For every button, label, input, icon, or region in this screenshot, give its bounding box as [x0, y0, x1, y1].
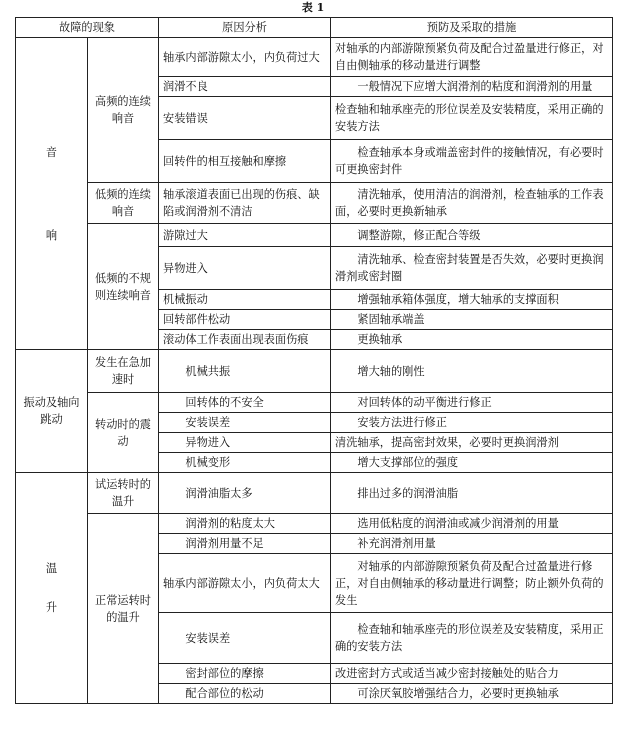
cause-cell: 安装误差 — [159, 413, 331, 433]
measure-cell: 可涂厌氧胶增强结合力，必要时更换轴承 — [331, 684, 613, 704]
measure-cell: 补充润滑剂用量 — [331, 534, 613, 554]
cause-cell: 游隙过大 — [159, 224, 331, 247]
group-noise-bottom: 响 — [45, 228, 58, 242]
cause-cell: 机械振动 — [159, 290, 331, 310]
measure-cell: 检查轴和轴承座壳的形位误差及安装精度，采用正确的安装方法 — [331, 613, 613, 664]
measure-cell: 对轴承的内部游隙预紧负荷及配合过盈量进行修正，对自由侧轴承的移动量进行调整 — [331, 38, 613, 77]
cause-cell: 润滑油脂太多 — [159, 473, 331, 514]
sub-trial-run: 试运转时的温升 — [88, 473, 159, 514]
group-temp — [16, 473, 88, 704]
measure-cell: 检查轴和轴承座壳的形位误差及安装精度，采用正确的安装方法 — [331, 97, 613, 140]
sub-low-freq: 低频的连续响音 — [88, 183, 159, 224]
cause-cell: 异物进入 — [159, 247, 331, 290]
cause-cell: 轴承内部游隙太小，内负荷过大 — [159, 38, 331, 77]
cause-cell: 异物进入 — [159, 433, 331, 453]
sub-rotating: 转动时的震动 — [88, 393, 159, 473]
cause-cell: 滚动体工作表面出现表面伤痕 — [159, 330, 331, 350]
table-caption: 表 1 — [301, 1, 325, 14]
measure-cell: 检查轴承本身或端盖密封件的接触情况，有必要时可更换密封件 — [331, 140, 613, 183]
cause-cell: 润滑剂的粘度太大 — [159, 514, 331, 534]
measure-cell: 选用低粘度的润滑油或减少润滑剂的用量 — [331, 514, 613, 534]
measure-cell: 排出过多的润滑油脂 — [331, 473, 613, 514]
measure-cell: 清洗轴承，提高密封效果，必要时更换润滑剂 — [331, 433, 613, 453]
group-temp-bottom: 升 — [45, 601, 58, 614]
table-row — [16, 38, 613, 77]
header-measure: 预防及采取的措施 — [331, 18, 613, 38]
table-row — [16, 183, 613, 224]
measure-cell: 安装方法进行修正 — [331, 413, 613, 433]
table-row — [16, 350, 613, 393]
cause-cell: 回转体的不安全 — [159, 393, 331, 413]
measure-cell: 增强轴承箱体强度，增大轴承的支撑面积 — [331, 290, 613, 310]
cause-cell: 密封部位的摩擦 — [159, 664, 331, 684]
measure-cell: 调整游隙，修正配合等级 — [331, 224, 613, 247]
cause-cell: 轴承滚道表面已出现的伤痕、缺陷或润滑剂不清洁 — [159, 183, 331, 224]
cause-cell: 回转部件松动 — [159, 310, 331, 330]
group-noise-top: 音 — [45, 145, 58, 159]
measure-cell: 紧固轴承端盖 — [331, 310, 613, 330]
table-row — [16, 473, 613, 514]
cause-cell: 轴承内部游隙太小，内负荷太大 — [159, 554, 331, 613]
measure-cell: 对回转体的动平衡进行修正 — [331, 393, 613, 413]
cause-cell: 配合部位的松动 — [159, 684, 331, 704]
group-noise — [16, 38, 88, 350]
sub-accel: 发生在急加速时 — [88, 350, 159, 393]
header-cause: 原因分析 — [159, 18, 331, 38]
measure-cell: 改进密封方式或适当减少密封接触处的贴合力 — [331, 664, 613, 684]
sub-high-freq: 高频的连续响音 — [88, 38, 159, 183]
cause-cell: 机械变形 — [159, 453, 331, 473]
measure-cell: 对轴承的内部游隙预紧负荷及配合过盈量进行修正，对自由侧轴承的移动量进行调整；防止额外负荷的发生 — [331, 554, 613, 613]
header-row — [16, 18, 613, 38]
sub-normal-run: 正常运转时的温升 — [88, 514, 159, 704]
measure-cell: 清洗轴承、检查密封装置是否失效，必要时更换润滑剂或密封圈 — [331, 247, 613, 290]
measure-cell: 清洗轴承，使用清洁的润滑剂，检查轴承的工作表面，必要时更换新轴承 — [331, 183, 613, 224]
measure-cell: 一般情况下应增大润滑剂的粘度和润滑剂的用量 — [331, 77, 613, 97]
measure-cell: 增大轴的刚性 — [331, 350, 613, 393]
cause-cell: 安装误差 — [159, 613, 331, 664]
measure-cell: 增大支撑部位的强度 — [331, 453, 613, 473]
group-vibration: 振动及轴向跳动 — [16, 350, 88, 473]
cause-cell: 回转件的相互接触和摩擦 — [159, 140, 331, 183]
header-phenomenon: 故障的现象 — [16, 18, 159, 38]
measure-cell: 更换轴承 — [331, 330, 613, 350]
cause-cell: 机械共振 — [159, 350, 331, 393]
table-row — [16, 393, 613, 413]
group-temp-top: 温 — [45, 562, 58, 575]
sub-low-irregular: 低频的不规则连续响音 — [88, 224, 159, 350]
cause-cell: 润滑不良 — [159, 77, 331, 97]
cause-cell: 安装错误 — [159, 97, 331, 140]
table-row — [16, 514, 613, 534]
table-row — [16, 224, 613, 247]
fault-table — [15, 17, 613, 704]
cause-cell: 润滑剂用量不足 — [159, 534, 331, 554]
